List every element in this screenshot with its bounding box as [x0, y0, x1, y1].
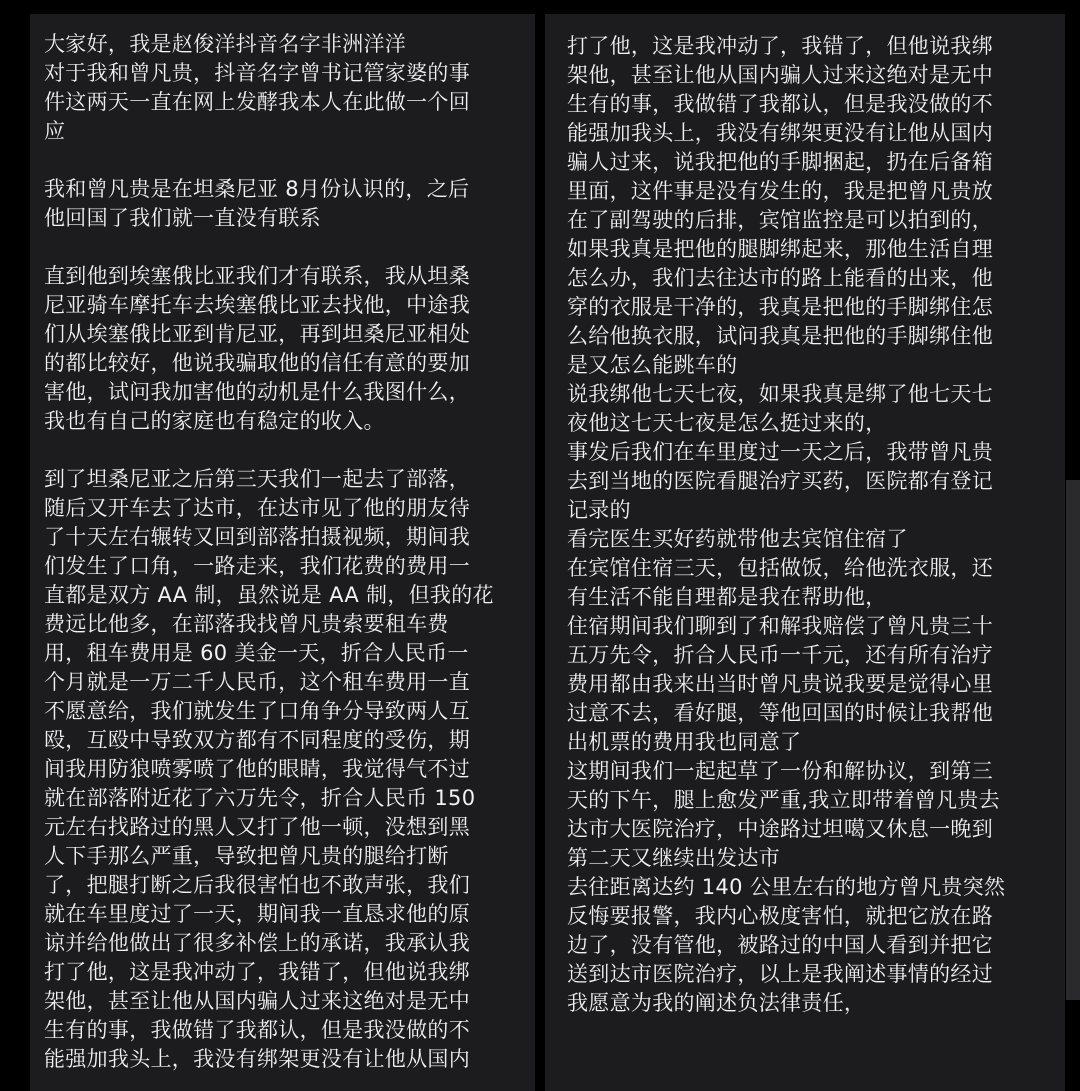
text-line: 间我用防狼喷雾喷了他的眼睛，我觉得气不过	[44, 757, 470, 781]
text-line: 不愿意给，我们就发生了口角争分导致两人互	[44, 699, 470, 723]
text-line: 夜他这七天七夜是怎么挺过来的，	[567, 411, 887, 435]
text-line: 看完医生买好药就带他去宾馆住宿了	[567, 527, 908, 551]
text-line: 五万先令，折合人民币一千元，还有所有治疗	[567, 643, 993, 667]
text-line: 么给他换衣服，试问我真是把他的手脚绑住他	[567, 324, 993, 348]
text-line: 生有的事，我做错了我都认，但是我没做的不	[44, 1018, 470, 1042]
text-line: 是又怎么能跳车的	[567, 353, 738, 377]
text-line: 就在部落附近花了六万先令，折合人民币 150	[44, 786, 476, 810]
text-line: 反悔要报警，我内心极度害怕，就把它放在路	[567, 904, 993, 928]
text-line: 对于我和曾凡贵，抖音名字曾书记管家婆的事	[44, 61, 470, 85]
text-line: 应	[44, 119, 66, 143]
text-line: 用，租车费用是 60 美金一天，折合人民币一	[44, 641, 469, 665]
text-line: 尼亚骑车摩托车去埃塞俄比亚去找他，中途我	[44, 293, 470, 317]
text-line: 骗人过来，说我把他的手脚捆起，扔在后备箱	[567, 150, 993, 174]
text-line: 穿的衣服是干净的，我真是把他的手脚绑住怎	[567, 295, 993, 319]
text-line: 个月就是一万二千人民币，这个租车费用一直	[44, 670, 470, 694]
text-line: 们从埃塞俄比亚到肯尼亚，再到坦桑尼亚相处	[44, 322, 470, 346]
text-line: 里面，这件事是没有发生的，我是把曾凡贵放	[567, 179, 993, 203]
right-text-panel	[545, 14, 1065, 1091]
text-line: 这期间我们一起起草了一份和解协议，到第三	[567, 759, 993, 783]
left-text-panel	[30, 14, 535, 1091]
text-line: 大家好，我是赵俊洋抖音名字非洲洋洋	[44, 32, 407, 56]
text-line: 在了副驾驶的后排，宾馆监控是可以拍到的，	[567, 208, 993, 232]
text-line: 事发后我们在车里度过一天之后，我带曾凡贵	[567, 440, 993, 464]
text-line: 第二天又继续出发达市	[567, 846, 780, 870]
text-line: 害他，试问我加害他的动机是什么我图什么，	[44, 380, 470, 404]
text-line: 费远比他多，在部落我找曾凡贵索要租车费	[44, 612, 449, 636]
paragraph-gap	[44, 436, 535, 465]
text-line: 我愿意为我的阐述负法律责任，	[567, 991, 866, 1015]
text-line: 我也有自己的家庭也有稳定的收入。	[44, 409, 385, 433]
text-line: 送到达市医院治疗，以上是我阐述事情的经过	[567, 962, 993, 986]
text-line: 谅并给他做出了很多补偿上的承诺，我承认我	[44, 931, 470, 955]
text-line: 人下手那么严重，导致把曾凡贵的腿给打断	[44, 844, 449, 868]
text-line: 就在车里度过了一天，期间我一直恳求他的原	[44, 902, 470, 926]
text-line: 怎么办，我们去往达市的路上能看的出来，他	[567, 266, 993, 290]
text-line: 在宾馆住宿三天，包括做饭，给他洗衣服，还	[567, 556, 993, 580]
text-line: 达市大医院治疗，中途路过坦噶又休息一晚到	[567, 817, 993, 841]
text-line: 了，把腿打断之后我很害怕也不敢声张，我们	[44, 873, 470, 897]
text-line: 边了，没有管他，被路过的中国人看到并把它	[567, 933, 993, 957]
text-line: 直到他到埃塞俄比亚我们才有联系，我从坦桑	[44, 264, 470, 288]
text-line: 直都是双方 AA 制，虽然说是 AA 制，但我的花	[44, 583, 494, 607]
text-line: 架他，甚至让他从国内骗人过来这绝对是无中	[567, 63, 993, 87]
text-line: 元左右找路过的黑人又打了他一顿，没想到黑	[44, 815, 470, 839]
text-line: 生有的事，我做错了我都认，但是我没做的不	[567, 92, 993, 116]
text-line: 到了坦桑尼亚之后第三天我们一起去了部落，	[44, 467, 470, 491]
text-line: 的都比较好，他说我骗取他的信任有意的要加	[44, 351, 470, 375]
text-line: 说我绑他七天七夜，如果我真是绑了他七天七	[567, 382, 993, 406]
text-line: 出机票的费用我也同意了	[567, 730, 802, 754]
text-line: 去到当地的医院看腿治疗买药，医院都有登记	[567, 469, 993, 493]
text-line: 们发生了口角，一路走来，我们花费的费用一	[44, 554, 470, 578]
text-line: 架他，甚至让他从国内骗人过来这绝对是无中	[44, 989, 470, 1013]
text-line: 能强加我头上，我没有绑架更没有让他从国内	[44, 1047, 470, 1071]
text-line: 如果我真是把他的腿脚绑起来，那他生活自理	[567, 237, 993, 261]
text-line: 打了他，这是我冲动了，我错了，但他说我绑	[44, 960, 470, 984]
text-line: 费用都由我来出当时曾凡贵说我要是觉得心里	[567, 672, 993, 696]
text-line: 去往距离达约 140 公里左右的地方曾凡贵突然	[567, 875, 1006, 899]
paragraph-gap	[44, 233, 535, 262]
text-line: 天的下午，腿上愈发严重,我立即带着曾凡贵去	[567, 788, 1000, 812]
text-line: 有生活不能自理都是我在帮助他，	[567, 585, 887, 609]
text-line: 件这两天一直在网上发酵我本人在此做一个回	[44, 90, 470, 114]
paragraph-gap	[44, 146, 535, 175]
text-line: 我和曾凡贵是在坦桑尼亚 8月份认识的，之后	[44, 177, 470, 201]
text-line: 能强加我头上，我没有绑架更没有让他从国内	[567, 121, 993, 145]
text-line: 他回国了我们就一直没有联系	[44, 206, 321, 230]
text-line: 随后又开车去了达市，在达市见了他的朋友待	[44, 496, 470, 520]
text-line: 记录的	[567, 498, 631, 522]
text-line: 打了他，这是我冲动了，我错了，但他说我绑	[567, 34, 993, 58]
right-edge-strip	[1066, 480, 1080, 1000]
text-line: 住宿期间我们聊到了和解我赔偿了曾凡贵三十	[567, 614, 993, 638]
text-line: 过意不去，看好腿，等他回国的时候让我帮他	[567, 701, 993, 725]
text-line: 了十天左右辗转又回到部落拍摄视频，期间我	[44, 525, 470, 549]
text-line: 殴，互殴中导致双方都有不同程度的受伤，期	[44, 728, 470, 752]
